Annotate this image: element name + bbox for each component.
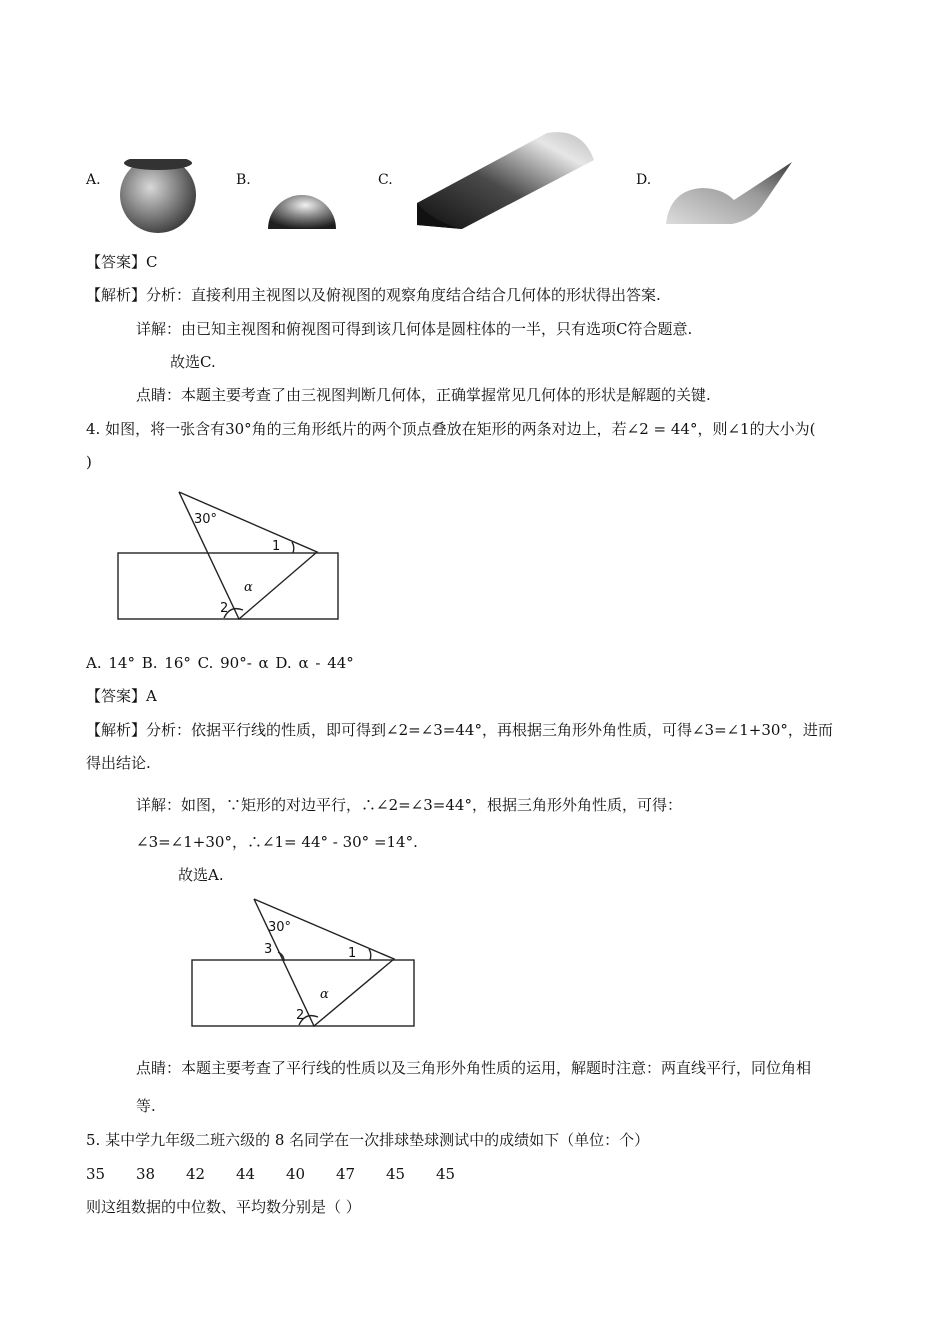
answer-label: 【答案】: [86, 253, 147, 271]
q4-detail-line1: 详解：如图，∵矩形的对边平行，∴∠2=∠3=44°，根据三角形外角性质，可得：: [136, 796, 682, 814]
q4-choose: 故选A.: [178, 866, 224, 884]
score-item: 44: [236, 1165, 256, 1183]
score-item: 45: [386, 1165, 406, 1183]
option-c-figure: [412, 125, 602, 235]
q4-comment-line1: 点睛：本题主要考查了平行线的性质以及三角形外角性质的运用，解题时注意：两直线平行，同位角相: [136, 1059, 812, 1077]
q3-choose: 故选C.: [170, 353, 216, 371]
score-item: 35: [86, 1165, 106, 1183]
analysis-text: 分析：直接利用主视图以及俯视图的观察角度结合结合几何体的形状得出答案.: [146, 286, 661, 304]
q4-fig1-label-2: 2: [220, 601, 229, 616]
q5-stem: 5. 某中学九年级二班六级的 8 名同学在一次排球垫球测试中的成绩如下（单位：个）: [86, 1131, 650, 1149]
option-b-figure: [262, 185, 342, 233]
answer-value: C: [146, 253, 158, 271]
q4-fig2-angle-30: 30°: [268, 920, 292, 935]
q4-fig2-label-3: 3: [264, 942, 273, 957]
score-item: 47: [336, 1165, 356, 1183]
q4-options: A. 14° B. 16° C. 90°- α D. α - 44°: [86, 654, 354, 672]
option-a-label: A.: [86, 172, 101, 188]
q4-stem-line1: 4. 如图，将一张含有30°角的三角形纸片的两个顶点叠放在矩形的两条对边上，若∠2 = 44°，则∠1的大小为(: [86, 420, 816, 438]
analysis-label: 【解析】: [86, 286, 147, 304]
q4-answer: [86, 686, 157, 706]
q4-fig1-alpha: α: [244, 580, 253, 595]
q3-comment: 点睛：本题主要考查了由三视图判断几何体，正确掌握常见几何体的形状是解题的关键.: [136, 386, 711, 404]
q4-fig2-label-2: 2: [296, 1008, 305, 1023]
answer-value: A: [146, 687, 157, 705]
q3-analysis: [86, 285, 661, 305]
option-d-figure: [662, 158, 802, 230]
score-item: 42: [186, 1165, 206, 1183]
q3-detail: 详解：由已知主视图和俯视图可得到该几何体是圆柱体的一半，只有选项C符合题意.: [136, 320, 693, 338]
q4-fig1-angle-30: 30°: [194, 512, 218, 527]
q4-fig2-label-1: 1: [348, 946, 357, 961]
score-item: 38: [136, 1165, 156, 1183]
q4-comment-line2: 等.: [136, 1097, 156, 1115]
score-item: 40: [286, 1165, 306, 1183]
score-item: 45: [436, 1165, 456, 1183]
q4-figure-2: [186, 895, 426, 1035]
q4-analysis-line2: 得出结论.: [86, 754, 151, 772]
q5-scores: [86, 1164, 486, 1184]
option-d-label: D.: [636, 172, 652, 188]
option-a-figure: [112, 145, 204, 237]
answer-label: 【答案】: [86, 687, 147, 705]
analysis-label: 【解析】: [86, 721, 147, 739]
option-b-label: B.: [236, 172, 251, 188]
q4-stem-line2: ): [86, 453, 92, 471]
q3-answer: [86, 252, 158, 272]
q5-question: 则这组数据的中位数、平均数分别是（ ）: [86, 1198, 361, 1216]
q4-detail-line2: ∠3=∠1+30°，∴∠1= 44° - 30° =14°.: [136, 833, 418, 851]
q4-figure-1: [112, 488, 352, 628]
q4-fig2-alpha: α: [320, 987, 329, 1002]
option-c-label: C.: [378, 172, 393, 188]
analysis-text: 分析：依据平行线的性质，即可得到∠2=∠3=44°，再根据三角形外角性质，可得∠3=∠1+30°，进而: [146, 721, 833, 739]
q4-analysis-line1: [86, 720, 833, 740]
q4-fig1-label-1: 1: [272, 539, 281, 554]
